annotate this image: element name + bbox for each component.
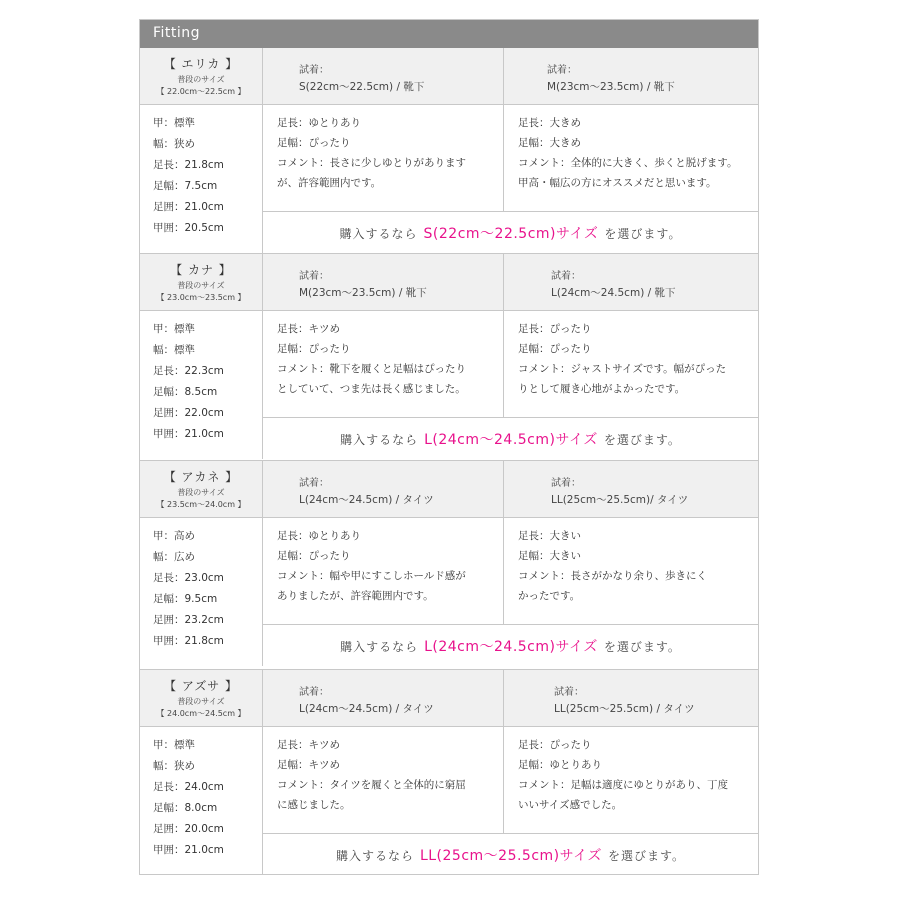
try-on-right-cell — [504, 670, 758, 727]
person-body — [140, 727, 758, 875]
person-body — [140, 105, 758, 253]
usual-size-value: 【 23.0cm〜23.5cm 】 — [156, 293, 246, 302]
person-name-cell — [140, 48, 263, 105]
try-on-label: 試着： — [551, 271, 581, 282]
fitting-title-bar — [140, 20, 758, 48]
comment-left — [263, 105, 504, 212]
measure-width: 幅：広め — [153, 551, 195, 563]
purchase-recommendation — [263, 834, 758, 875]
recommend-suffix: を選びます。 — [603, 433, 681, 447]
recommend-prefix: 購入するなら — [340, 433, 419, 447]
try-on-right-cell — [504, 48, 758, 105]
comment-line: に感じました。 — [277, 799, 351, 811]
comment-line: 甲高・幅広の方にオススメだと思います。 — [518, 177, 717, 189]
comment-line: 足幅：ぴったり — [277, 343, 351, 355]
comment-line: 足長：大きい — [518, 530, 581, 542]
comment-line: 足長：大きめ — [518, 117, 581, 129]
try-on-label: 試着： — [299, 687, 329, 698]
comment-line: 足幅：ゆとりあり — [518, 759, 602, 771]
foot-measurements — [140, 105, 263, 253]
purchase-recommendation — [263, 625, 758, 666]
try-on-label: 試着： — [547, 65, 577, 76]
comment-right — [504, 518, 758, 625]
recommended-size: S(22cm〜22.5cm)サイズ — [423, 226, 599, 242]
comment-line: ありましたが、許容範囲内です。 — [277, 590, 434, 602]
comment-line: コメント：足幅は適度にゆとりがあり、丁度 — [518, 779, 728, 791]
try-on-size-left: L(24cm〜24.5cm) / タイツ — [299, 494, 434, 506]
comment-line: りとして履き心地がよかったです。 — [518, 383, 686, 395]
person-name: 【 カナ 】 — [170, 263, 232, 277]
foot-measurements — [140, 311, 263, 459]
recommend-prefix: 購入するなら — [339, 227, 418, 241]
person-name: 【 アカネ 】 — [163, 470, 239, 484]
recommended-size: L(24cm〜24.5cm)サイズ — [424, 432, 598, 448]
try-on-size-left: S(22cm〜22.5cm) / 靴下 — [299, 81, 425, 93]
usual-size-value: 【 22.0cm〜22.5cm 】 — [156, 87, 246, 96]
fitting-title: Fitting — [153, 25, 201, 41]
comment-left — [263, 727, 504, 834]
measure-foot-width: 足幅：9.5cm — [153, 593, 218, 605]
recommend-suffix: を選びます。 — [604, 227, 682, 241]
comment-right — [504, 105, 758, 212]
try-on-size-right: M(23cm〜23.5cm) / 靴下 — [547, 81, 675, 93]
try-on-size-right: LL(25cm〜25.5cm)/ タイツ — [551, 494, 689, 506]
comment-line: 足幅：ぴったり — [518, 343, 592, 355]
comment-line: が、許容範囲内です。 — [277, 177, 382, 189]
comment-line: 足幅：大きい — [518, 550, 581, 562]
try-on-left-cell — [263, 48, 504, 105]
person-body — [140, 518, 758, 666]
try-on-size-left: L(24cm〜24.5cm) / タイツ — [299, 703, 434, 715]
measure-foot-girth: 足囲：23.2cm — [153, 614, 224, 626]
try-on-left-cell — [263, 461, 504, 518]
comment-right — [504, 311, 758, 418]
usual-size-value: 【 23.5cm〜24.0cm 】 — [156, 500, 246, 509]
usual-size-label: 普段のサイズ — [177, 75, 225, 84]
comment-line: いいサイズ感でした。 — [518, 799, 623, 811]
comment-line: 足長：キツめ — [277, 323, 340, 335]
comment-line: コメント：ジャストサイズです。幅がぴった — [518, 363, 727, 375]
measure-foot-length: 足長：23.0cm — [153, 572, 224, 584]
measure-instep: 甲：標準 — [153, 117, 195, 129]
try-on-label: 試着： — [299, 271, 329, 282]
usual-size-label: 普段のサイズ — [177, 281, 225, 290]
comment-line: コメント：タイツを履くと全体的に窮屈 — [277, 779, 466, 791]
comment-line: コメント：幅や甲にすこしホールド感が — [277, 570, 466, 582]
recommend-prefix: 購入するなら — [335, 849, 414, 863]
measure-width: 幅：標準 — [153, 344, 195, 356]
recommended-size: L(24cm〜24.5cm)サイズ — [424, 639, 598, 655]
comment-line: 足幅：ぴったり — [277, 550, 351, 562]
try-on-right-cell — [504, 461, 758, 518]
person-header-row — [140, 254, 758, 311]
person-header-row — [140, 670, 758, 727]
purchase-recommendation — [263, 418, 758, 459]
usual-size-label: 普段のサイズ — [177, 488, 225, 497]
comment-line: 足幅：ぴったり — [277, 137, 351, 149]
comment-line: 足長：キツめ — [277, 739, 340, 751]
person-name: 【 アズサ 】 — [164, 679, 238, 693]
try-on-label: 試着： — [299, 65, 329, 76]
try-on-left-cell — [263, 670, 504, 727]
person-name: 【 エリカ 】 — [163, 57, 239, 71]
usual-size-value: 【 24.0cm〜24.5cm 】 — [156, 709, 246, 718]
comment-line: 足長：ゆとりあり — [277, 530, 361, 542]
comment-line: 足幅：大きめ — [518, 137, 581, 149]
measure-foot-length: 足長：21.8cm — [153, 159, 224, 171]
measure-width: 幅：狭め — [153, 138, 195, 150]
measure-foot-width: 足幅：8.0cm — [153, 802, 218, 814]
measure-foot-girth: 足囲：20.0cm — [153, 823, 224, 835]
person-header-row — [140, 461, 758, 518]
foot-measurements — [140, 727, 263, 875]
measure-instep-girth: 甲囲：21.0cm — [153, 428, 224, 440]
recommend-suffix: を選びます。 — [603, 640, 681, 654]
recommend-prefix: 購入するなら — [340, 640, 419, 654]
usual-size-label: 普段のサイズ — [177, 697, 225, 706]
comment-line: コメント：靴下を履くと足幅はぴったり — [277, 363, 466, 375]
comment-left — [263, 518, 504, 625]
comment-line: コメント：長さがかなり余り、歩きにく — [518, 570, 707, 582]
recommended-size: LL(25cm〜25.5cm)サイズ — [419, 848, 603, 864]
comment-line: 足長：ゆとりあり — [277, 117, 361, 129]
measure-instep-girth: 甲囲：21.8cm — [153, 635, 224, 647]
try-on-size-right: L(24cm〜24.5cm) / 靴下 — [551, 287, 676, 299]
comment-line: としていて、つま先は長く感じました。 — [277, 383, 466, 395]
foot-measurements — [140, 518, 263, 666]
try-on-size-right: LL(25cm〜25.5cm) / タイツ — [554, 703, 695, 715]
person-body — [140, 311, 758, 459]
recommend-suffix: を選びます。 — [608, 849, 686, 863]
person-header-row — [140, 48, 758, 105]
person-name-cell — [140, 461, 263, 518]
person-name-cell — [140, 254, 263, 311]
comment-right — [504, 727, 758, 834]
measure-instep: 甲：高め — [153, 530, 195, 542]
try-on-left-cell — [263, 254, 504, 311]
measure-foot-width: 足幅：7.5cm — [153, 180, 218, 192]
comment-line: かったです。 — [518, 590, 581, 602]
comment-line: コメント：長さに少しゆとりがあります — [277, 157, 466, 169]
measure-foot-girth: 足囲：22.0cm — [153, 407, 224, 419]
measure-instep: 甲：標準 — [153, 739, 195, 751]
comment-line: コメント：全体的に大きく、歩くと脱げます。 — [518, 157, 738, 169]
measure-width: 幅：狭め — [153, 760, 195, 772]
person-name-cell — [140, 670, 263, 727]
comment-line: 足長：ぴったり — [518, 739, 592, 751]
measure-foot-length: 足長：22.3cm — [153, 365, 224, 377]
comment-line: 足長：ぴったり — [518, 323, 592, 335]
comment-left — [263, 311, 504, 418]
purchase-recommendation — [263, 212, 758, 253]
try-on-label: 試着： — [554, 687, 584, 698]
measure-foot-girth: 足囲：21.0cm — [153, 201, 224, 213]
measure-instep-girth: 甲囲：20.5cm — [153, 222, 224, 234]
fitting-table — [139, 19, 759, 875]
measure-instep: 甲：標準 — [153, 323, 195, 335]
comment-line: 足幅：キツめ — [277, 759, 340, 771]
try-on-label: 試着： — [299, 478, 329, 489]
measure-foot-width: 足幅：8.5cm — [153, 386, 218, 398]
measure-foot-length: 足長：24.0cm — [153, 781, 224, 793]
try-on-size-left: M(23cm〜23.5cm) / 靴下 — [299, 287, 427, 299]
try-on-right-cell — [504, 254, 758, 311]
measure-instep-girth: 甲囲：21.0cm — [153, 844, 224, 856]
try-on-label: 試着： — [551, 478, 581, 489]
